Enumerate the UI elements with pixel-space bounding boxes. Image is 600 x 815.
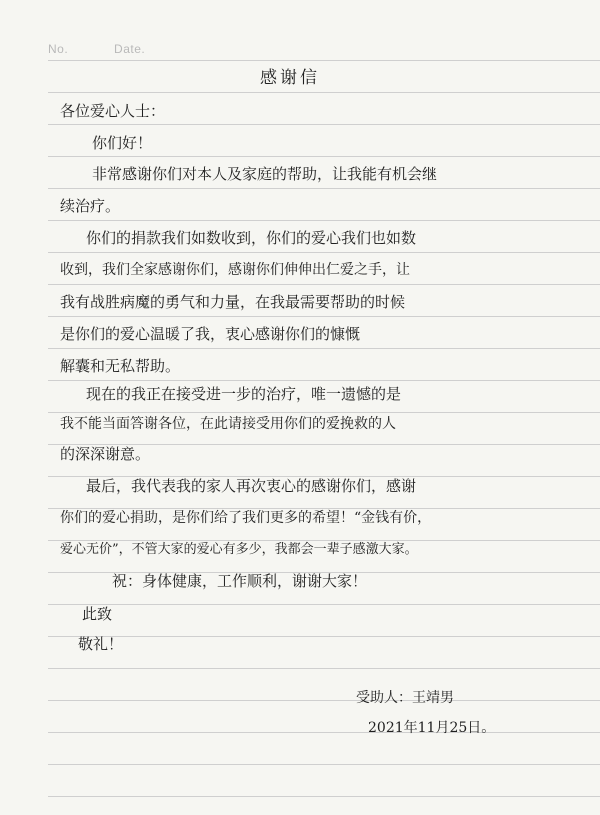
ruled-line <box>48 188 600 189</box>
ruled-line <box>48 60 600 61</box>
salutation: 各位爱心人士： <box>60 102 166 120</box>
ruled-line <box>48 348 600 349</box>
ruled-line <box>48 284 600 285</box>
body-line: 我有战胜病魔的勇气和力量，在我最需要帮助的时候 <box>60 293 406 311</box>
ruled-line <box>48 92 600 93</box>
date-label: Date. <box>114 42 146 56</box>
body-line: 解囊和无私帮助。 <box>60 357 181 375</box>
signature: 受助人：王靖男 <box>356 690 454 706</box>
body-line: 爱心无价”，不管大家的爱心有多少，我都会一辈子感激大家。 <box>60 542 418 557</box>
ruled-line <box>48 412 600 413</box>
closing-line: 此致 <box>82 605 113 623</box>
signature-date: 2021年11月25日。 <box>368 720 496 736</box>
ruled-line <box>48 156 600 157</box>
body-line: 续治疗。 <box>60 197 121 215</box>
ruled-line <box>48 380 600 381</box>
greeting: 你们好！ <box>92 134 153 152</box>
ruled-line <box>48 764 600 765</box>
ruled-line <box>48 124 600 125</box>
closing-line: 敬礼！ <box>78 635 124 653</box>
body-line: 你们的爱心捐助，是你们给了我们更多的希望！“金钱有价， <box>60 510 432 526</box>
body-line: 最后，我代表我的家人再次衷心的感谢你们，感谢 <box>86 477 417 495</box>
ruled-line <box>48 252 600 253</box>
ruled-line <box>48 316 600 317</box>
ruled-line <box>48 220 600 221</box>
body-line: 是你们的爱心温暖了我，衷心感谢你们的慷慨 <box>60 325 361 343</box>
body-line: 祝：身体健康，工作顺利，谢谢大家！ <box>112 572 368 590</box>
body-line: 现在的我正在接受进一步的治疗，唯一遗憾的是 <box>86 385 402 403</box>
ruled-line <box>48 796 600 797</box>
letter-title: 感谢信 <box>260 68 320 88</box>
body-line: 我不能当面答谢各位，在此请接受用你们的爱挽救的人 <box>60 416 396 432</box>
no-label: No. <box>48 42 69 56</box>
body-line: 收到，我们全家感谢你们，感谢你们伸伸出仁爱之手，让 <box>60 262 410 278</box>
body-line: 的深深谢意。 <box>60 445 151 463</box>
paper-header <box>48 42 187 56</box>
body-line: 非常感谢你们对本人及家庭的帮助，让我能有机会继 <box>92 165 438 183</box>
body-line: 你们的捐款我们如数收到，你们的爱心我们也如数 <box>86 229 417 247</box>
ruled-line <box>48 668 600 669</box>
